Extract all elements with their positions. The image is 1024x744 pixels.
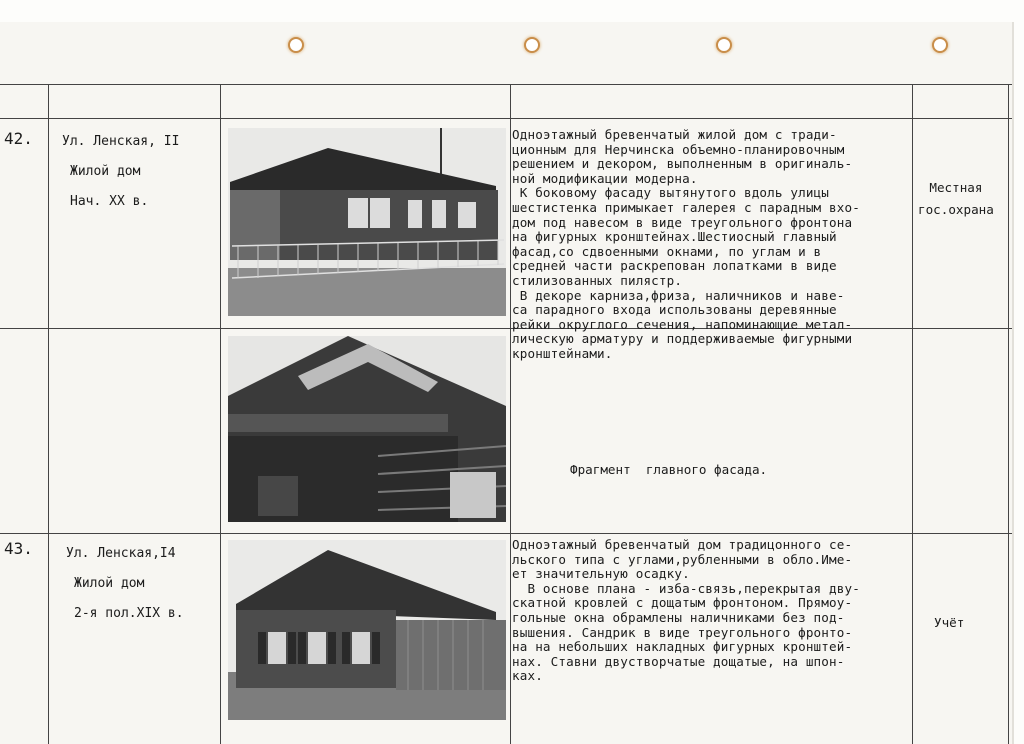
house-photo — [228, 128, 506, 316]
entry-type: Жилой дом — [70, 164, 141, 179]
row-divider — [0, 533, 1012, 534]
entry-address: Ул. Ленская,I4 — [66, 546, 176, 561]
entry-description: Одноэтажный бревенчатый жилой дом с тради- ционным для Нерчинска объемно-планировочным решением и декором, выполненным в оригиналь- ной модификации модерна. К боковому фасаду вытянутого вдоль улицы шестистенка примыкает галерея с парадным вхо- дом под навесом в виде треугольного фронтона на фигурных кронштейнах.Шестиосный главный фасад,со сдвоенными окнами, по углам и в средней части раскрепован лопатками в виде стилизованных пилястр. В декоре карниза,фриза, наличников и наве- са парадного входа использованы деревянные рейки округлого сечения, напоминающие метал- лическую арматуру и поддерживаемые фигурными кронштейнами. — [512, 127, 860, 361]
entry-date: Нач. XX в. — [70, 194, 149, 209]
punch-hole — [288, 37, 304, 53]
entry-number: 43. — [4, 539, 33, 558]
catalog-sheet — [0, 22, 1014, 744]
photo-caption: Фрагмент главного фасада. — [570, 462, 768, 477]
column-divider — [220, 84, 221, 744]
protection-status: Учёт — [934, 615, 965, 630]
punch-hole — [524, 37, 540, 53]
row-divider — [0, 328, 1012, 329]
column-divider — [1008, 84, 1009, 744]
entry-type: Жилой дом — [74, 576, 145, 591]
entry-address: Ул. Ленская, II — [62, 134, 180, 149]
entry-number: 42. — [4, 129, 33, 148]
protection-status: Местная гос.охрана — [918, 180, 994, 217]
table-top-border — [0, 84, 1012, 85]
column-divider — [510, 84, 511, 744]
header-row-border — [0, 118, 1012, 119]
punch-hole — [932, 37, 948, 53]
facade-fragment-photo — [228, 336, 506, 522]
column-divider — [48, 84, 49, 744]
entry-description: Одноэтажный бревенчатый дом традицонного се- льского типа с углами,рубленными в обло.Име- ет значительную осадку. В основе плана - изба-связь,перекрытая дву- скатной кровлей с дощатым фронтоном. Прямоу- гольные окна обрамлены наличниками без под- вышения. Сандрик в виде треугольного фронто- на на небольших накладных фигурных кронштей- нах. Ставни двустворчатые дощатые, на шпон- ках. — [512, 537, 860, 684]
punch-hole — [716, 37, 732, 53]
entry-date: 2-я пол.XIX в. — [74, 606, 184, 621]
house-photo — [228, 540, 506, 720]
column-divider — [912, 84, 913, 744]
